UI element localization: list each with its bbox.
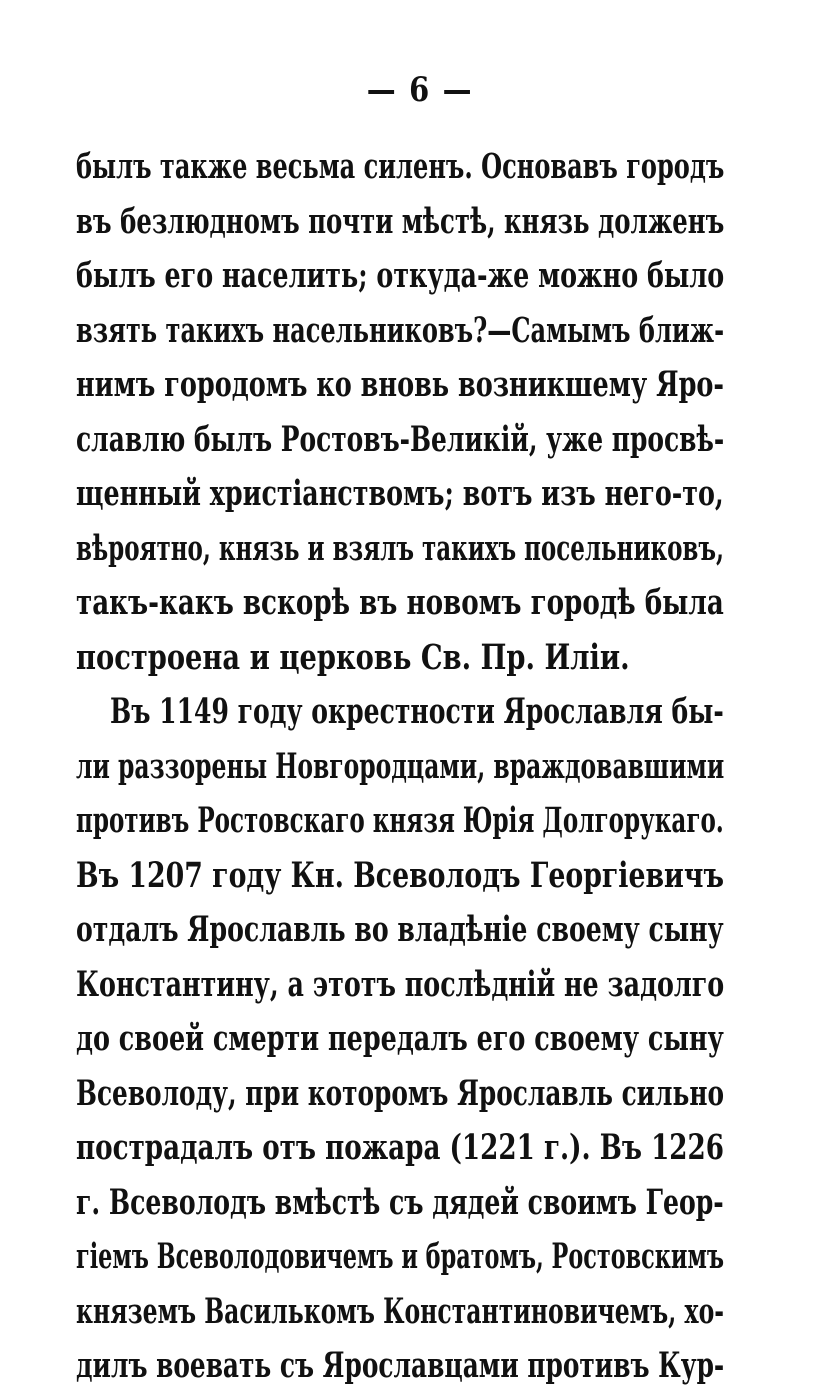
text-line: пострадалъ отъ пожара (1221 г.). Въ 1226 (76, 1127, 724, 1168)
text-line: въ безлюдномъ почти мѣстѣ, князь долженъ (76, 200, 725, 242)
page-number: — 6 — (366, 70, 474, 110)
text-line: Въ 1149 году окрестности Ярославля бы- (110, 691, 724, 732)
text-line: отдалъ Ярославль во владѣніе своему сыну (76, 909, 724, 950)
text-line: Въ 1207 году Кн. Всеволодъ Георгіевичъ (76, 854, 724, 896)
text-line: дилъ воевать съ Ярославцами противъ Кур- (76, 1345, 725, 1386)
text-line: такъ-какъ вскорѣ въ новомъ городѣ была (76, 582, 724, 623)
text-line: нимъ городомъ ко вновь возникшему Яро- (76, 364, 725, 405)
text-line: ли раззорены Новгородцами, враждовавшими (76, 745, 725, 787)
text-line: взять такихъ насельниковъ?—Самымъ ближ- (76, 309, 725, 351)
text-line: противъ Ростовскаго князя Юрія Долгорукаго. (76, 800, 724, 841)
text-line: вѣроятно, князь и взялъ такихъ посельниковъ, (76, 527, 725, 569)
text-line: былъ также весьма силенъ. Основавъ городъ (76, 146, 725, 187)
text-line: княземъ Василькомъ Константиновичемъ, хо- (76, 1290, 725, 1332)
text-line: гіемъ Всеволодовичемъ и братомъ, Ростовскимъ (76, 1236, 724, 1277)
paragraph-1 (76, 140, 724, 685)
text-line: Всеволоду, при которомъ Ярославль сильно (76, 1072, 725, 1114)
text-line: Константину, а этотъ послѣдній не задолго (76, 963, 725, 1005)
text-line: до своей смерти передалъ его своему сыну (76, 1018, 724, 1059)
text-line: щенный христіанствомъ; вотъ изъ него-то, (76, 473, 724, 514)
text-line: былъ его населить; откуда-же можно было (76, 255, 725, 296)
text-line: г. Всеволодъ вмѣстѣ съ дядей своимъ Геор- (76, 1181, 724, 1223)
paragraph-2 (76, 685, 724, 1394)
text-line: славлю былъ Ростовъ-Великій, уже просвѣ- (76, 418, 725, 460)
text-line: построена и церковь Св. Пр. Иліи. (76, 636, 630, 678)
body-text (76, 140, 724, 1394)
